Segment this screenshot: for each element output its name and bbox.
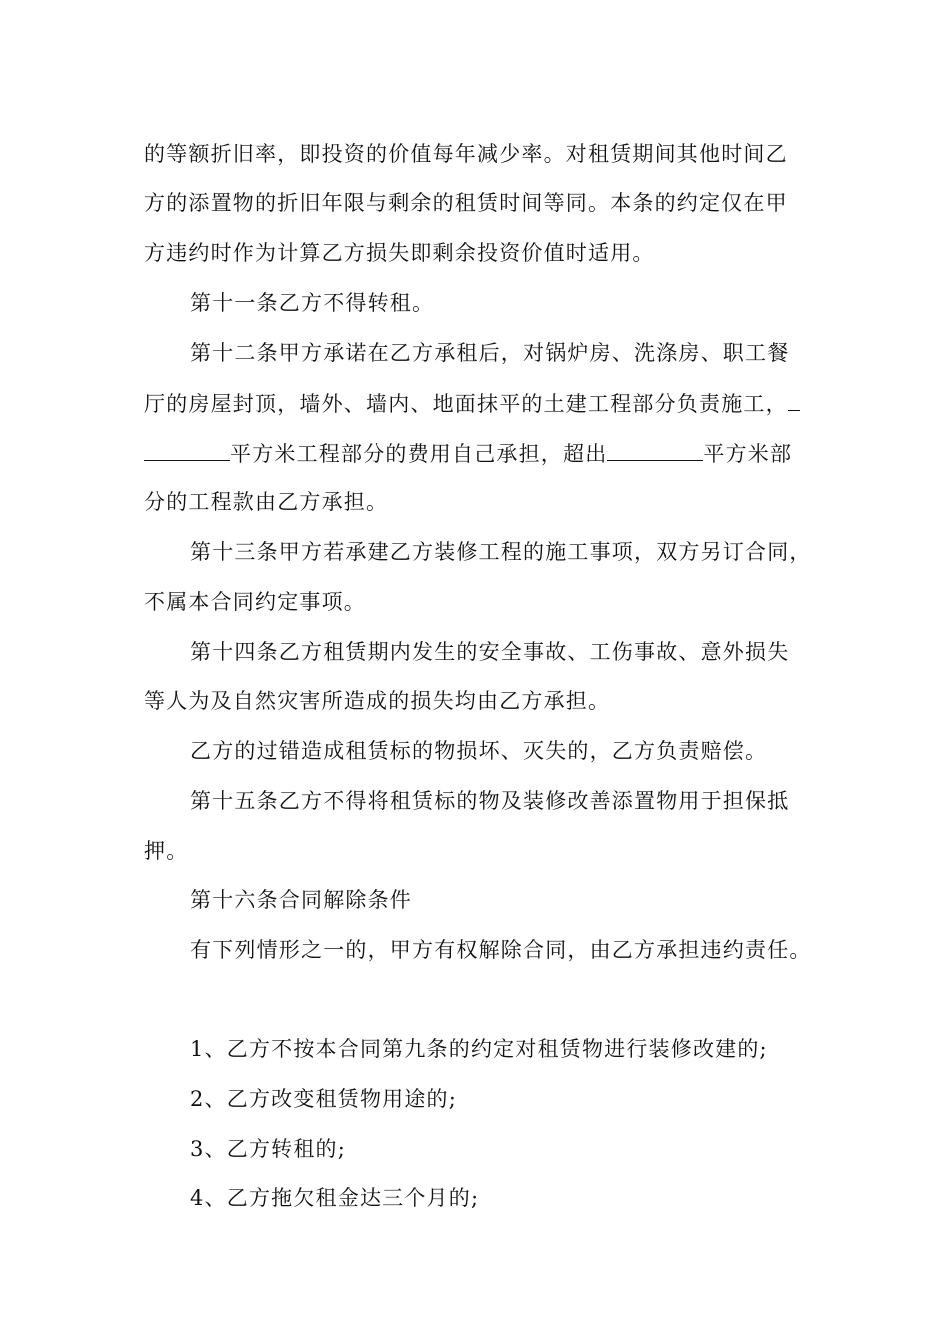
- clause-15: 第十五条乙方不得将租赁标的物及装修改善添置物用于担保抵: [190, 789, 790, 813]
- paragraph-line: [144, 438, 824, 469]
- list-item: 2、乙方改变租赁物用途的;: [190, 1087, 458, 1111]
- clause-12: 第十二条甲方承诺在乙方承租后，对锅炉房、洗涤房、职工餐: [190, 341, 790, 365]
- list-item: 3、乙方转租的;: [190, 1137, 347, 1161]
- paragraph-line: 不属本合同约定事项。: [144, 590, 366, 614]
- paragraph-line: [144, 388, 824, 419]
- clause-16-heading: 第十六条合同解除条件: [190, 888, 412, 912]
- paragraph-line: 乙方的过错造成租赁标的物损坏、灭失的，乙方负责赔偿。: [190, 739, 768, 763]
- paragraph-line: 分的工程款由乙方承担。: [144, 490, 389, 514]
- fill-in-blank[interactable]: [607, 438, 703, 461]
- list-item: 1、乙方不按本合同第九条的约定对租赁物进行装修改建的;: [190, 1037, 768, 1061]
- clause-12-text: 平方米部: [703, 442, 793, 466]
- list-item: 4、乙方拖欠租金达三个月的;: [190, 1186, 480, 1210]
- clause-12-text: 平方米工程部分的费用自己承担，超出: [230, 442, 608, 466]
- paragraph-line: 方的添置物的折旧年限与剩余的租赁时间等同。本条的约定仅在甲: [144, 191, 788, 215]
- clause-11: 第十一条乙方不得转租。: [190, 291, 435, 315]
- clause-13: 第十三条甲方若承建乙方装修工程的施工事项，双方另订合同，: [190, 540, 812, 564]
- paragraph-line: 有下列情形之一的，甲方有权解除合同，由乙方承担违约责任。: [190, 938, 812, 962]
- paragraph-line: 的等额折旧率，即投资的价值每年减少率。对租赁期间其他时间乙: [144, 142, 788, 166]
- paragraph-line: 押。: [144, 839, 189, 863]
- fill-in-blank[interactable]: [788, 388, 800, 411]
- paragraph-line: 方违约时作为计算乙方损失即剩余投资价值时适用。: [144, 241, 655, 265]
- clause-12-text: 厅的房屋封顶，墙外、墙内、地面抹平的土建工程部分负责施工，: [144, 392, 788, 416]
- fill-in-blank[interactable]: [144, 438, 230, 461]
- clause-14: 第十四条乙方租赁期内发生的安全事故、工伤事故、意外损失: [190, 640, 790, 664]
- paragraph-line: 等人为及自然灾害所造成的损失均由乙方承担。: [144, 689, 611, 713]
